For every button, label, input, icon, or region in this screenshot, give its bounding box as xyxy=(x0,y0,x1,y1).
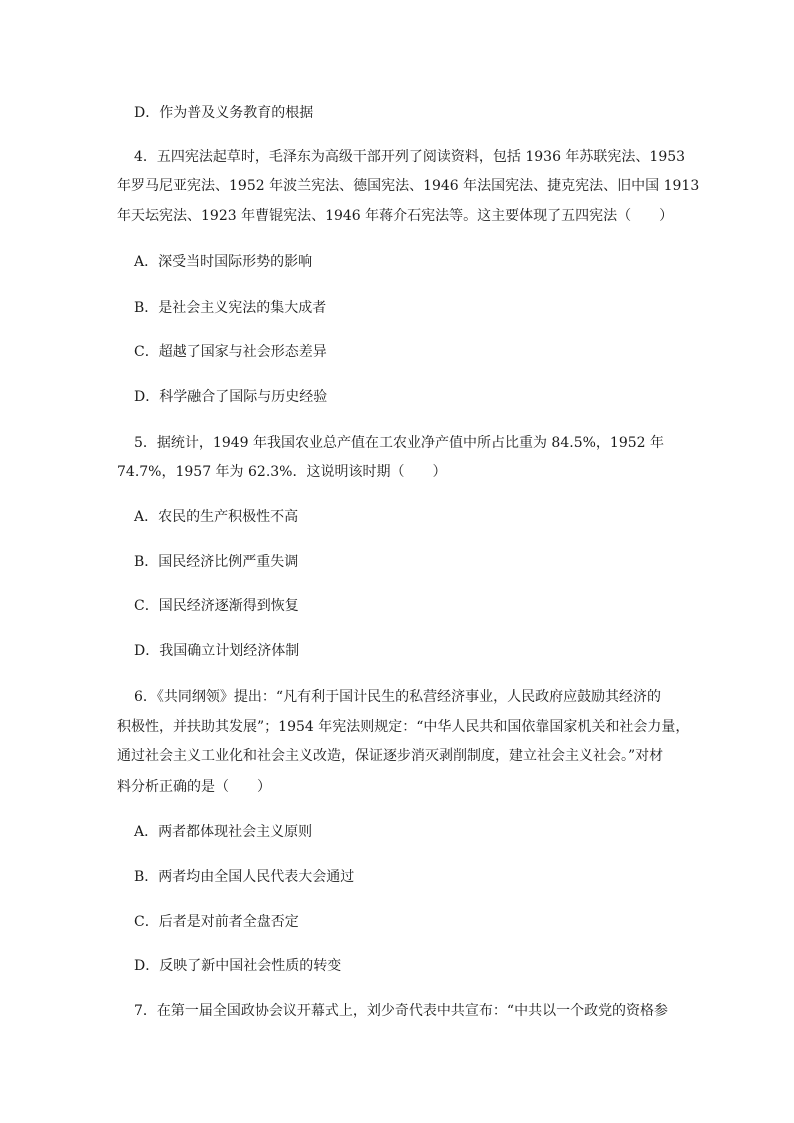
q6-option-d: D．反映了新中国社会性质的转变 xyxy=(134,958,342,974)
q4-option-c: C．超越了国家与社会形态差异 xyxy=(134,344,327,360)
q4-stem-line-3: 年天坛宪法、1923 年曹锟宪法、1946 年蒋介石宪法等。这主要体现了五四宪法（ ） xyxy=(117,208,674,224)
q5-option-c: C．国民经济逐渐得到恢复 xyxy=(134,598,299,614)
q5-option-d: D．我国确立计划经济体制 xyxy=(134,643,300,659)
q6-stem-line-2: 积极性，并扶助其发展”；1954 年宪法则规定：“中华人民共和国依靠国家机关和社会力量， xyxy=(117,719,690,735)
q6-option-b: B．两者均由全国人民代表大会通过 xyxy=(134,869,355,885)
q6-option-c: C．后者是对前者全盘否定 xyxy=(134,914,299,930)
q6-stem-line-4: 料分析正确的是（ ） xyxy=(117,779,271,795)
q3-option-d: D．作为普及义务教育的根据 xyxy=(134,105,314,121)
q6-option-a: A．两者都体现社会主义原则 xyxy=(134,824,313,840)
q5-option-a: A．农民的生产积极性不高 xyxy=(134,509,299,525)
q5-stem-line-2: 74.7%，1957 年为 62.3%．这说明该时期（ ） xyxy=(117,464,447,480)
q4-option-b: B．是社会主义宪法的集大成者 xyxy=(134,300,327,316)
q4-stem-line-1: 4．五四宪法起草时，毛泽东为高级干部开列了阅读资料，包括 1936 年苏联宪法、1953 xyxy=(134,149,686,165)
q6-stem-line-1: 6．《共同纲领》提出：“凡有利于国计民生的私营经济事业，人民政府应鼓励其经济的 xyxy=(134,689,662,705)
q5-option-b: B．国民经济比例严重失调 xyxy=(134,554,299,570)
q4-option-a: A．深受当时国际形势的影响 xyxy=(134,254,313,270)
q5-stem-line-1: 5．据统计，1949 年我国农业总产值在工农业净产值中所占比重为 84.5%，1952 年 xyxy=(134,435,664,451)
q6-stem-line-3: 通过社会主义工业化和社会主义改造，保证逐步消灭剥削制度，建立社会主义社会。”对材 xyxy=(117,748,664,764)
q4-option-d: D．科学融合了国际与历史经验 xyxy=(134,389,328,405)
q4-stem-line-2: 年罗马尼亚宪法、1952 年波兰宪法、德国宪法、1946 年法国宪法、捷克宪法、旧中国 1913 xyxy=(117,178,700,194)
q7-stem-line-1: 7．在第一届全国政协会议开幕式上，刘少奇代表中共宣布：“中共以一个政党的资格参 xyxy=(134,1003,669,1019)
